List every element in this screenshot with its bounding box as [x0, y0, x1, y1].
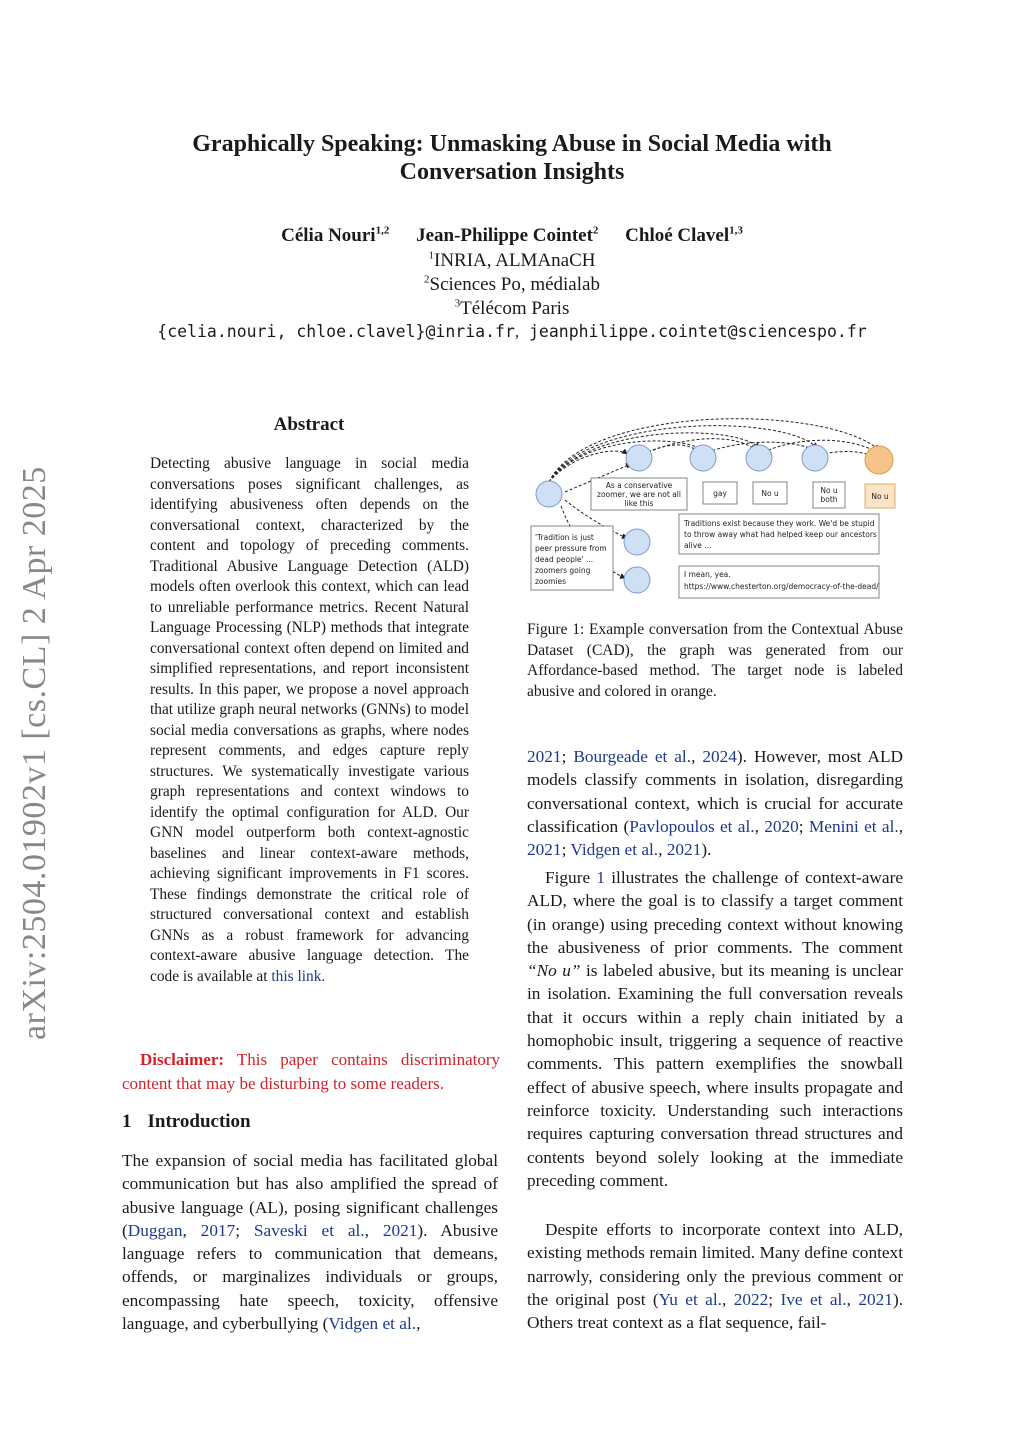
intro-paragraph-1: The expansion of social media has facilitated global communication but has also amplified the spread of abusive language (AL), posing significant challenges (Duggan, 2017; Saveski et al., 2021). Abusive language refers to communication that demeans, offends, or marginalizes individuals or groups, encompassing hate speech, toxicity, offensive language, and cyberbullying (Vidgen et al., — [122, 1151, 499, 1334]
svg-text:'Tradition is just: 'Tradition is just — [535, 533, 594, 542]
svg-text:dead people' ...: dead people' ... — [535, 555, 594, 564]
svg-text:like this: like this — [624, 499, 654, 508]
figure-1-conversation-graph — [527, 410, 907, 606]
abstract-heading: Abstract — [273, 414, 345, 435]
paper-title — [120, 130, 904, 186]
author-2: Jean-Philippe Cointet$^2$ — [416, 224, 599, 246]
affiliation-3: $^3$Télécom Paris — [454, 297, 570, 319]
right-paragraph-2: Figure 1 illustrates the challenge of context-aware ALD, where the goal is to classify a target comment (in orange) using preceding context without knowing the abusiveness of prior comments. The comment “No u” is labeled abusive, but its meaning is unclear in isolation. Examining the full conversation reveals that it occurs within a reply chain initiated by a homophobic insult, triggering a sequence of reactive comments. This pattern exemplifies the snowball effect of abusive speech, where insults propagate and reinforce toxicity. Understanding such interactions requires capturing conversation thread structures and contents beyond solely looking at the immediate preceding comment. — [527, 868, 903, 1190]
graph-node — [536, 481, 562, 507]
svg-text:zoomies: zoomies — [535, 577, 567, 586]
svg-text:peer pressure from: peer pressure from — [535, 544, 607, 553]
disclaimer: Disclaimer: This paper contains discriminatory content that may be disturbing to some readers. — [122, 1050, 500, 1093]
svg-text:No u: No u — [871, 492, 889, 501]
svg-text:As a conservative: As a conservative — [605, 481, 673, 490]
author-emails: {celia.nouri, chloe.clavel}@inria.fr, jeanphilippe.cointet@sciencespo.fr — [157, 322, 867, 341]
svg-text:No u: No u — [761, 489, 779, 498]
title-line-2: Conversation Insights — [399, 159, 625, 185]
figure-reference[interactable]: 1 — [596, 868, 606, 887]
affiliation-2: $^2$Sciences Po, médialab — [424, 273, 600, 295]
svg-text:both: both — [820, 495, 838, 504]
arxiv-identifier: arXiv:2504.01902v1 [cs.CL] 2 Apr 2025 — [16, 466, 53, 1040]
author-1: Célia Nouri$^{1,2}$ — [281, 224, 390, 246]
title-line-1: Graphically Speaking: Unmasking Abuse in Social Media with — [192, 131, 832, 157]
svg-text:zoomers going: zoomers going — [535, 566, 591, 575]
graph-node — [802, 445, 828, 471]
citation[interactable]: Menini et al. — [808, 816, 899, 836]
figure-1-caption: Figure 1: Example conversation from the Contextual Abuse Dataset (CAD), the graph was generated from our Affordance-based method. The target node is labeled abusive and colored in orange. — [527, 621, 903, 700]
graph-node — [690, 445, 716, 471]
svg-text:I mean, yea.: I mean, yea. — [684, 570, 731, 579]
citation[interactable]: Vidgen et al. — [570, 840, 659, 860]
svg-text:Traditions exist because they: Traditions exist because they work. We'd be stupid — [684, 519, 875, 528]
citation[interactable]: Bourgeade et al. — [573, 747, 692, 766]
right-paragraph-1: 2021; Bourgeade et al., 2024). However, most ALD models classify comments in isolation, disregarding conversational context, which is crucial for accurate classification (Pavlopoulos et al., 2020; Menini et al., 2021; Vidgen et al., 2021). — [527, 747, 904, 860]
citation[interactable]: Ive et al. — [780, 1289, 847, 1309]
right-paragraph-3: Despite efforts to incorporate context into ALD, existing methods remain limited. Many define context narrowly, considering only the previous comment or the original post (Yu et al., 2022; Ive et al., 2021). Others treat context as a flat sequence, fail- — [527, 1220, 904, 1333]
citation[interactable]: Pavlopoulos et al. — [629, 816, 755, 836]
svg-text:zoomer, we are not all: zoomer, we are not all — [597, 490, 681, 499]
svg-text:alive ...: alive ... — [684, 541, 712, 550]
author-3: Chloé Clavel$^{1,3}$ — [625, 224, 743, 246]
affiliation-1: $^1$INRIA, ALMAnaCH — [428, 249, 596, 271]
citation[interactable]: Duggan — [127, 1220, 183, 1240]
graph-node — [626, 445, 652, 471]
section-heading-introduction: 1 Introduction — [122, 1111, 251, 1132]
svg-text:No u: No u — [820, 486, 838, 495]
svg-text:to throw away what had helped: to throw away what had helped keep our ancestors — [684, 530, 877, 539]
code-link[interactable]: this link — [271, 967, 322, 985]
graph-node — [624, 529, 650, 555]
target-node — [865, 446, 893, 474]
citation[interactable]: Yu et al. — [658, 1289, 722, 1309]
graph-node — [746, 445, 772, 471]
svg-text:https://www.chesterton.org/dem: https://www.chesterton.org/democracy-of-the-dead/ — [684, 582, 879, 591]
author-list — [120, 225, 904, 247]
svg-text:gay: gay — [713, 489, 727, 498]
citation[interactable]: Saveski et al. — [253, 1220, 365, 1240]
graph-node — [624, 567, 650, 593]
citation[interactable]: Vidgen et al. — [328, 1314, 417, 1334]
abstract-body: Detecting abusive language in social media conversations poses significant challenges, as identifying abusiveness often depends on the conversational context, characterized by the content and topology of preceding comments. Traditional Abusive Language Detection (ALD) models often overlook this context, which can lead to unreliable performance metrics. Recent Natural Language Processing (NLP) methods that integrate conversational context often depend on limited and simplified representations, and report inconsistent results. In this paper, we propose a novel approach that utilize graph neural networks (GNNs) to model social media conversations as graphs, where nodes represent comments, and edges capture reply structures. We systematically investigate various graph representations and context windows to identify the optimal configuration for ALD. Our GNN model outperform both context-agnostic baselines and linear context-aware methods, achieving significant improvements in F1 scores. These findings demonstrate the critical role of structured conversational context and establish GNNs as a robust framework for advancing context-aware abusive language detection. The code is available at this link. — [150, 455, 469, 985]
